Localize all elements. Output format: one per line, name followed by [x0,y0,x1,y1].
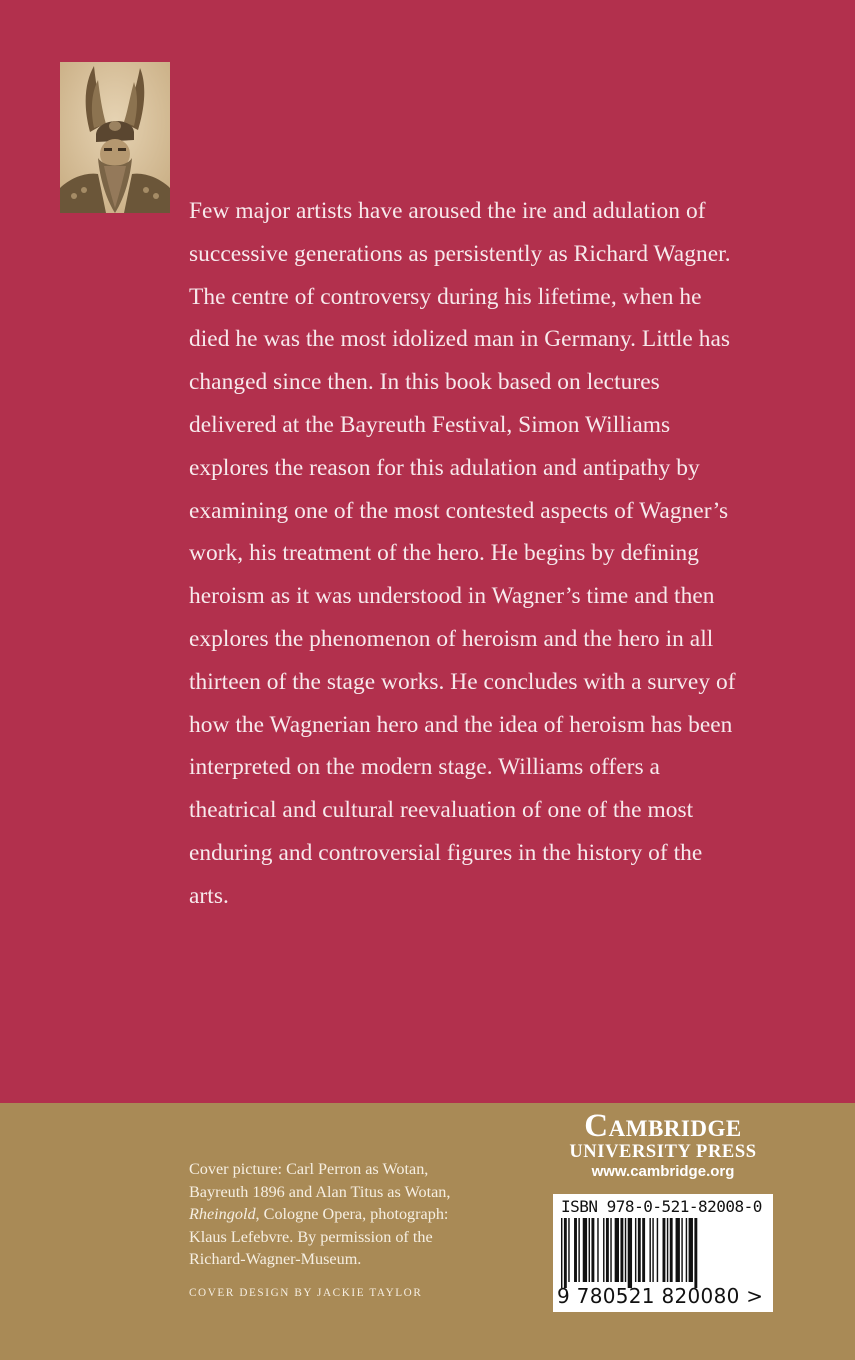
credit-line: Cover picture: Carl Perron as Wotan, [189,1160,429,1178]
blurb-line: explores the reason for this adulation and antipathy by [189,454,700,481]
blurb-line: interpreted on the modern stage. Williams offers a [189,754,660,781]
opera-title: Rheingold [189,1205,256,1224]
cover-design-credit: COVER DESIGN BY JACKIE TAYLOR [189,1287,423,1299]
publisher-press: UNIVERSITY PRESS [569,1142,757,1162]
blurb-line: enduring and controversial figures in the history of the [189,839,703,866]
blurb-line: died he was the most idolized man in Germany. Little has [189,326,731,353]
credit-line: Richard-Wagner-Museum. [189,1250,362,1269]
credit-line: Bayreuth 1896 and Alan Titus as Wotan, [189,1182,451,1201]
back-cover-blurb [189,190,764,918]
wotan-portrait-photo [60,62,170,213]
cover-picture-credit [189,1158,519,1271]
blurb-line: Few major artists have aroused the ire and adulation of [189,198,706,224]
credit-line [189,1203,519,1226]
isbn-barcode [553,1194,773,1312]
publisher-name: Cambridge [584,1108,742,1144]
blurb-line: explores the phenomenon of heroism and the hero in all [189,625,714,652]
blurb-line: heroism as it was understood in Wagner’s time and then [189,583,715,610]
barcode-digits: 9 780521 820080 > [557,1284,764,1308]
blurb-line: successive generations as persistently as Richard Wagner. [189,240,731,267]
blurb-line: The centre of controversy during his lifetime, when he [189,283,702,310]
blurb-line: theatrical and cultural reevaluation of one of the most [189,797,694,824]
blurb-line: changed since then. In this book based on lectures [189,369,660,396]
blurb-line: arts. [189,882,229,909]
credit-line: Klaus Lefebvre. By permission of the [189,1227,433,1246]
blurb-line: delivered at the Bayreuth Festival, Simon Williams [189,411,671,438]
blurb-line: work, his treatment of the hero. He begins by defining [189,540,700,567]
publisher-url: www.cambridge.org [591,1163,735,1180]
credit-line-rest: , Cologne Opera, photograph: [255,1205,449,1224]
publisher-logo [550,1108,776,1181]
barcode-bars [553,1218,773,1288]
blurb-line: how the Wagnerian hero and the idea of heroism has been [189,711,733,738]
blurb-line: thirteen of the stage works. He concludes with a survey of [189,668,736,695]
blurb-line: examining one of the most contested aspects of Wagner’s [189,497,729,524]
isbn-number: ISBN 978-0-521-82008-0 [561,1197,762,1216]
